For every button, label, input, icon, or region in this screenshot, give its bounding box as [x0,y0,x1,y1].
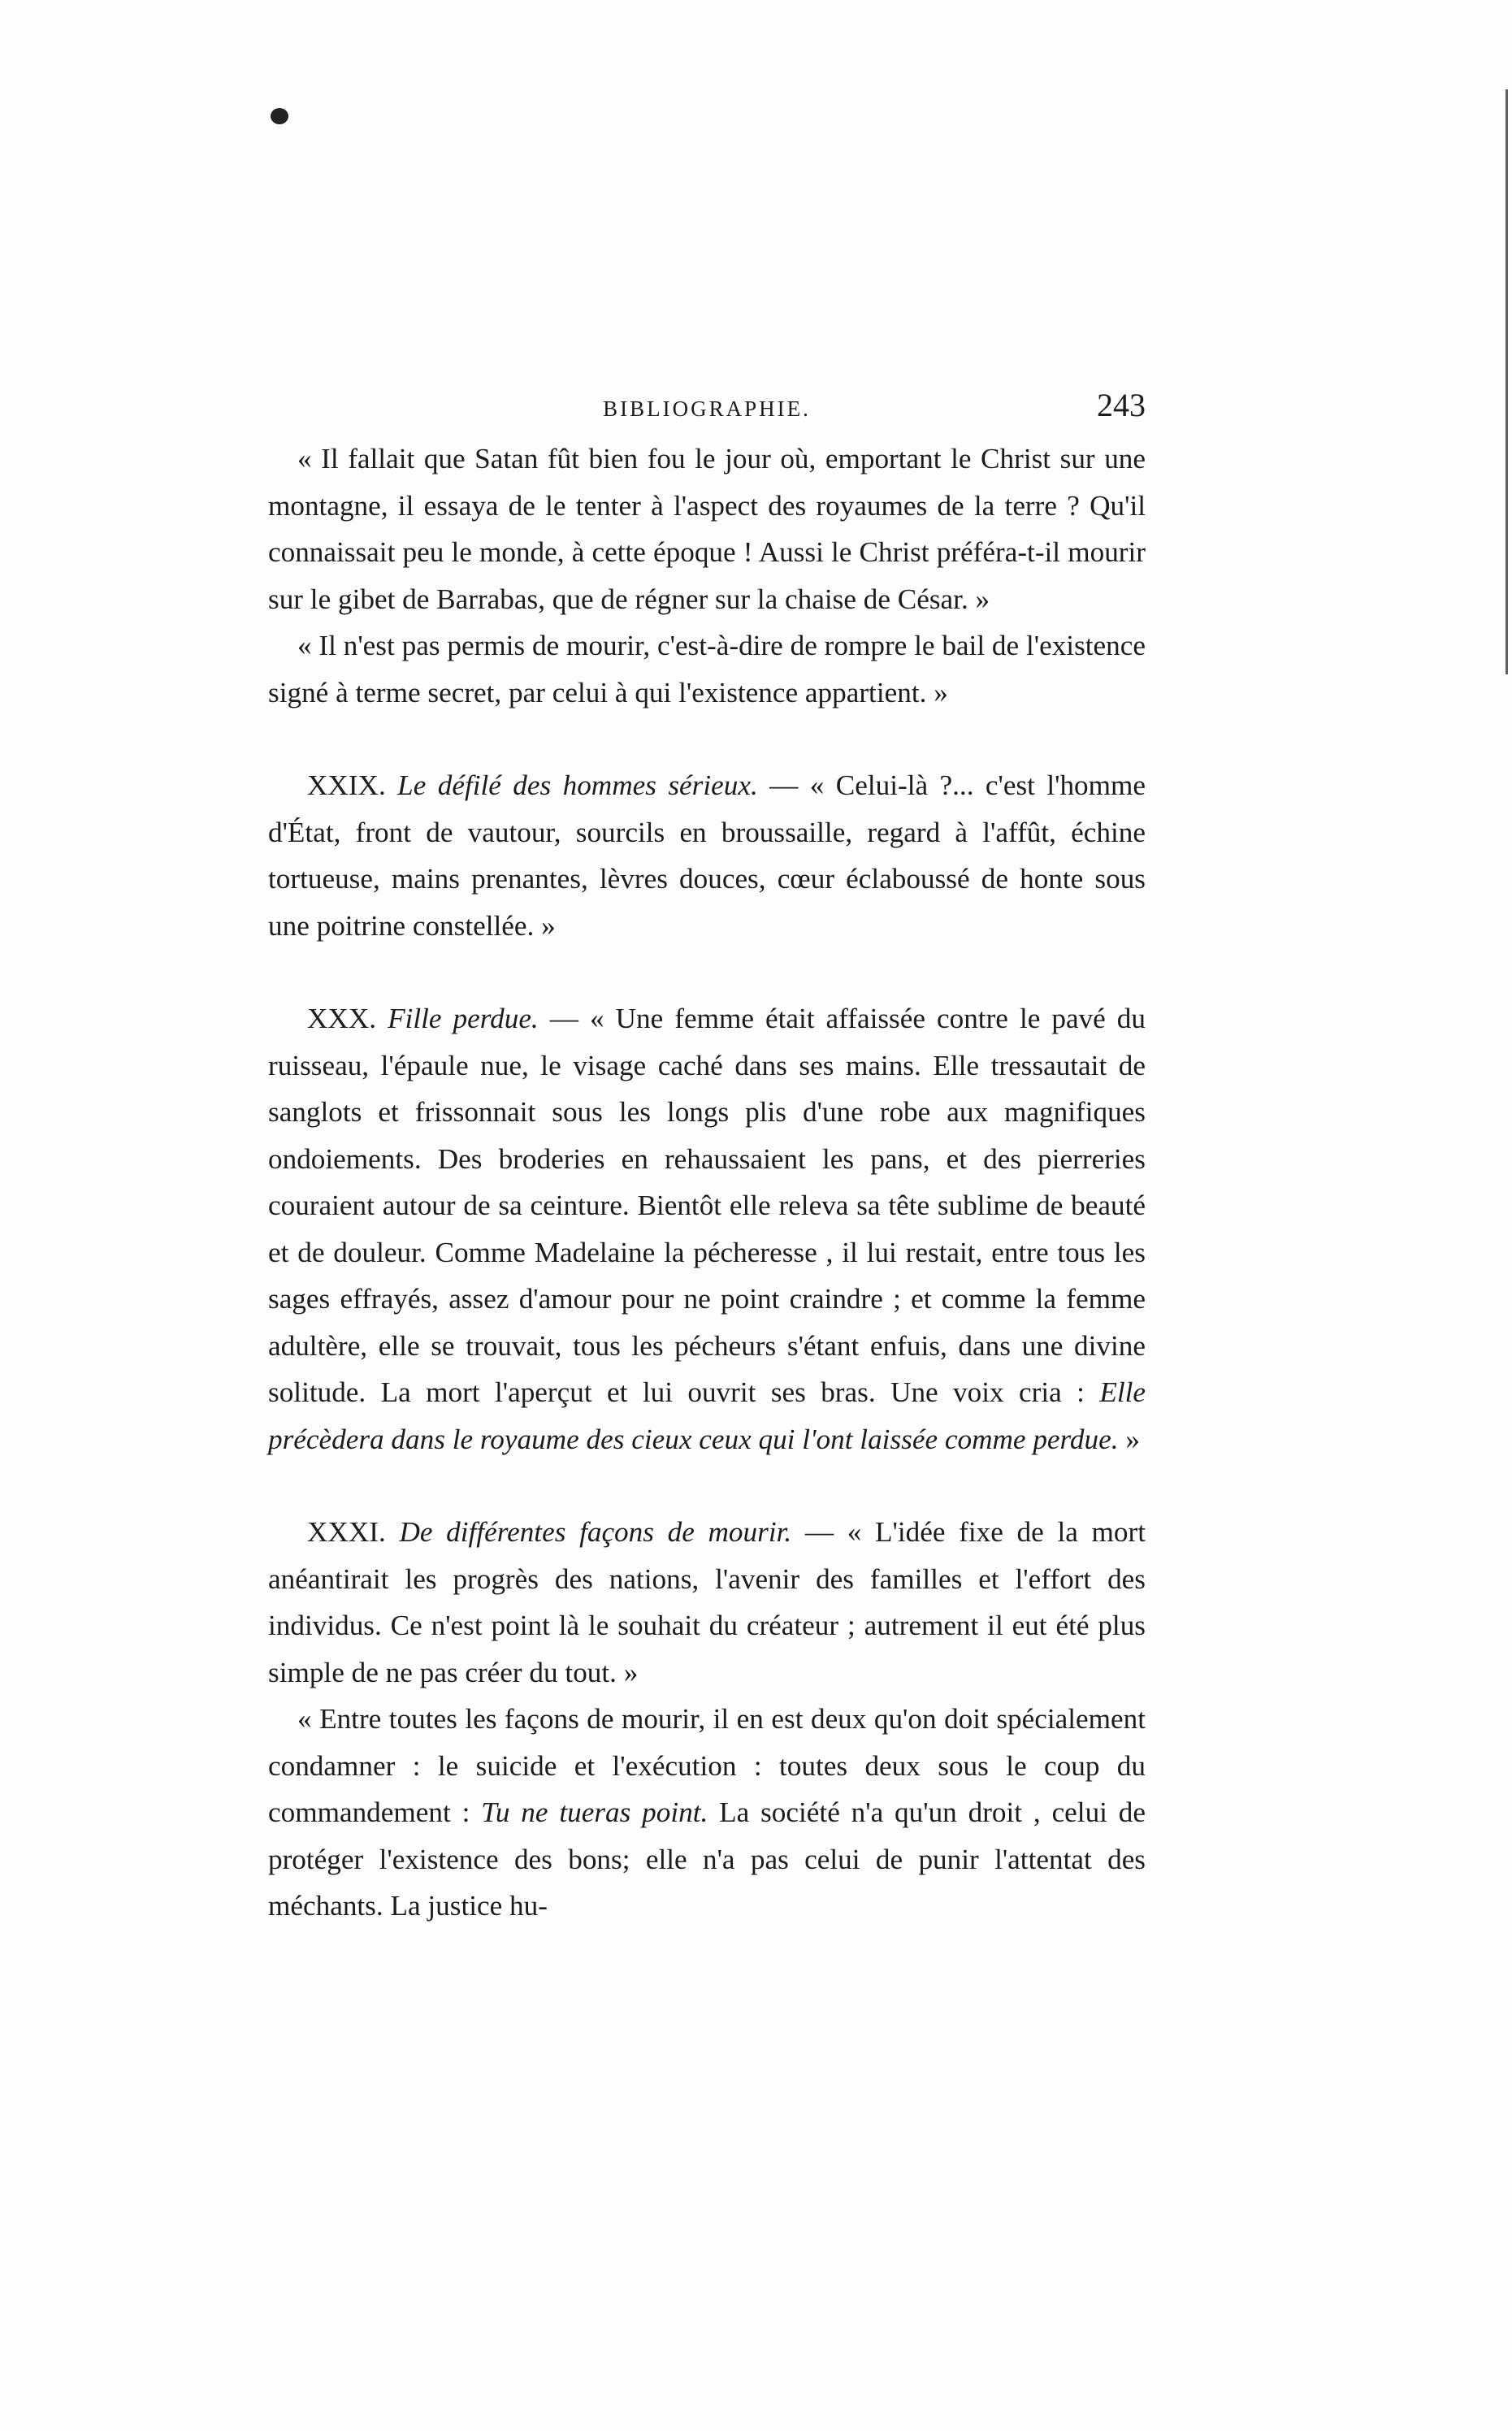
scan-edge-line [1506,89,1508,674]
paragraph-facons-de-mourir [268,1696,1146,1930]
section-number: XXIX. [307,769,386,801]
paragraph-text: « Il fallait que Satan fût bien fou le jour où, emportant le Christ sur une montagne, il essaya de le tenter à l'aspect des royaumes de la terre ? Qu'il connaissait peu le monde, à cette époque ! Aussi le Christ préféra-t-il mourir sur le gibet de Barrabas, que de régner sur la chaise de César. » [268,443,1146,615]
paragraph-text-tail: La société n'a qu'un droit , celui de protéger l'existence des bons; elle n'a pas celui de punir l'attentat des méchants. La justice hu- [268,1796,1146,1922]
paragraph-text: « Il n'est pas permis de mourir, c'est-à-dire de rompre le bail de l'existence signé à terme secret, par celui à qui l'existence appartient. » [268,630,1146,708]
paragraph-satan [268,436,1146,622]
quote-close: » [1125,1423,1140,1455]
paragraph-text: « Entre toutes les façons de mourir, il en est deux qu'on doit spécialement condamner : le suicide et l'exécution : toutes deux sous le coup du commandement : [268,1703,1146,1828]
paragraph-permis-de-mourir [268,622,1146,716]
running-title: BIBLIOGRAPHIE. [603,396,811,421]
section-xxx [268,995,1146,1462]
ink-spot [271,108,288,124]
page-body [268,436,1146,1930]
section-heading: De différentes façons de mourir. [399,1516,792,1548]
section-xxxi [268,1509,1146,1696]
italic-quote: Elle précèdera dans le royaume des cieux ceux qui l'ont laissée comme perdue. [268,1376,1146,1455]
section-number: XXX. [307,1003,377,1034]
running-head [268,382,1146,431]
page-number: 243 [1097,387,1146,423]
paragraph-text: — « Une femme était affaissée contre le pavé du ruisseau, l'épaule nue, le visage caché dans ses mains. Elle tressautait de sanglots et frissonnait sous les longs plis d'une robe aux magnifiques ondoiements. Des broderies en rehaussaient les pans, et des pierreries couraient autour de sa ceinture. Bientôt elle releva sa tête sublime de beauté et de douleur. Comme Madelaine la pécheresse , il lui restait, entre tous les sages effrayés, assez d'amour pour ne point craindre ; et comme la femme adultère, elle se trouvait, tous les pécheurs s'étant enfuis, dans une divine solitude. La mort l'aperçut et lui ouvrit ses bras. Une voix cria : [268,1003,1146,1408]
section-xxix [268,762,1146,949]
paragraph-text: — « L'idée fixe de la mort anéantirait les progrès des nations, l'avenir des familles et l'effort des individus. Ce n'est point là le souhait du créateur ; autrement il eut été plus simple de ne pas créer du tout. » [268,1516,1146,1688]
italic-quote: Tu ne tueras point. [481,1796,708,1828]
section-heading: Fille perdue. [388,1003,539,1034]
section-heading: Le défilé des hommes sérieux. [397,769,758,801]
section-number: XXXI. [307,1516,386,1548]
paragraph-text: — « Celui-là ?... c'est l'homme d'État, front de vautour, sourcils en broussaille, regard à l'affût, échine tortueuse, mains prenantes, lèvres douces, cœur éclaboussé de honte sous une poitrine constellée. » [268,769,1146,942]
